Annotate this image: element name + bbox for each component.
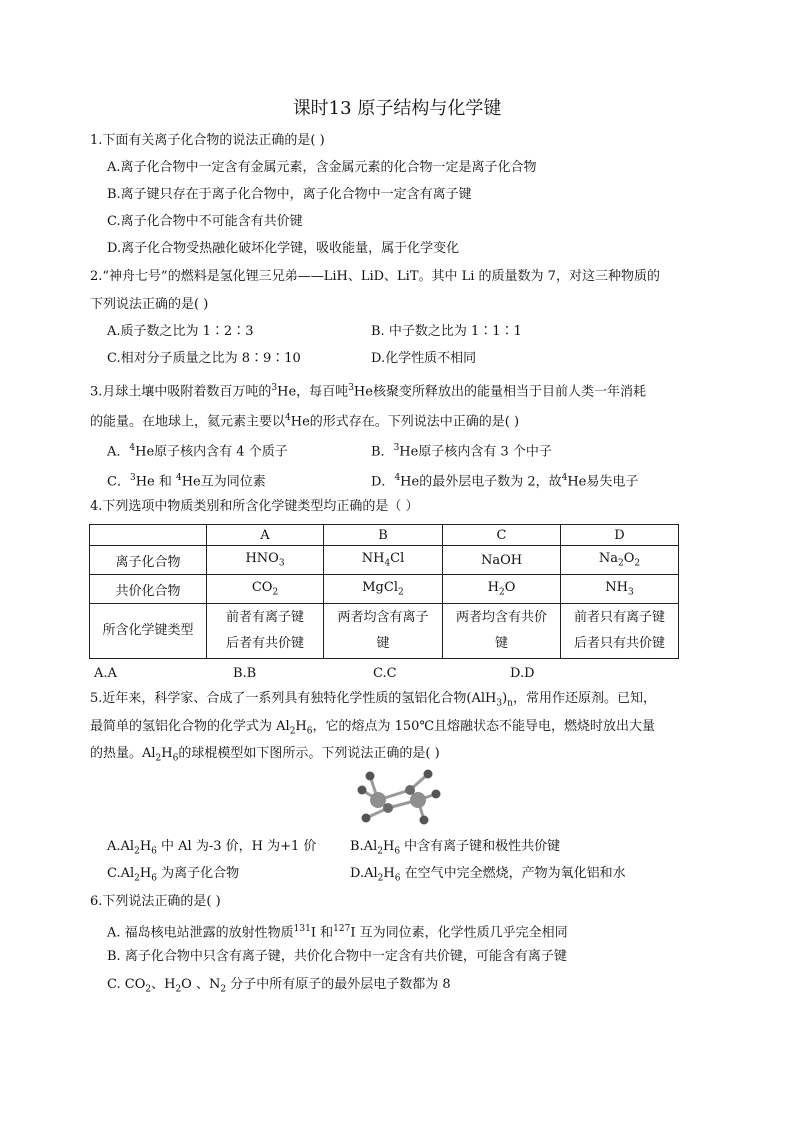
table-row — [90, 575, 679, 604]
table-cell: $NH_3$ — [561, 575, 679, 604]
table-cell: 前者只有离子键 后者只有共价键 — [561, 604, 679, 659]
aluminium-atom — [410, 792, 426, 808]
q4-answer-b: B.B — [233, 666, 257, 681]
q4-answer-d: D.D — [510, 666, 535, 681]
q3-option-b: B．$^3$He原子核内含有 3 个中子 — [371, 443, 552, 460]
q2-option-b: B. 中子数之比为 1∶1∶1 — [371, 324, 522, 339]
q1-option-b: B.离子键只存在于离子化合物中，离子化合物中一定含有离子键 — [107, 187, 472, 202]
table-cell: 前者有离子键 后者有共价键 — [207, 604, 324, 659]
table-cell — [90, 525, 207, 546]
aluminium-atom — [370, 792, 386, 808]
hydrogen-atom — [362, 814, 371, 823]
hydrogen-atom — [424, 770, 433, 779]
hydrogen-atom — [358, 786, 367, 795]
q5-option-b: $B.Al_2H_6$ 中含有离子键和极性共价键 — [350, 839, 561, 857]
hydrogen-atom — [405, 785, 415, 795]
table-cell: NaOH — [443, 546, 561, 575]
q5-option-d: $D.Al_2H_6$ 在空气中完全燃烧，产物为氧化铝和水 — [350, 866, 626, 884]
table-cell: $Na_2O_2$ — [561, 546, 679, 575]
q2-option-d: D.化学性质不相同 — [371, 351, 477, 366]
q2-stem-line1: 2.“神舟七号”的燃料是氢化锂三兄弟——LiH、LiD、LiT。其中 Li 的质量数为 7，对这三种物质的 — [90, 269, 660, 284]
q2-option-a: A.质子数之比为 1∶2∶3 — [107, 324, 254, 339]
hydrogen-atom — [383, 803, 393, 813]
table-cell: C — [443, 525, 561, 546]
table-cell: MgCl$_2$ — [324, 575, 443, 604]
table-row-label: 所含化学键类型 — [90, 604, 207, 659]
q5-stem-line3: 的热量。$Al_2H_6$的球棍模型如下图所示。下列说法正确的是( ) — [90, 746, 440, 764]
q6-option-b: B. 离子化合物中只含有离子键，共价化合物中一定含有共价键，可能含有离子键 — [107, 949, 567, 964]
q2-option-c: C.相对分子质量之比为 8∶9∶10 — [107, 351, 301, 366]
q6-option-a: A. 福岛核电站泄露的放射性物质$^{131}$I 和$^{127}$I 互为同位素，化学性质几乎完全相同 — [107, 924, 568, 941]
q4-answer-a: A.A — [94, 666, 117, 681]
q3-option-d: D．$^4$He的最外层电子数为 2，故$^4$He易失电子 — [371, 473, 639, 490]
table-row-label: 共价化合物 — [90, 575, 207, 604]
q5-stem-line2: 最简单的氢铝化合物的化学式为 $Al_2H_6$，它的熔点为 150℃且熔融状态不能导电，燃烧时放出大量 — [90, 719, 655, 737]
q4-table — [89, 524, 679, 659]
table-cell: 两者均含有共价 键 — [443, 604, 561, 659]
table-row — [90, 604, 679, 659]
q3-stem-line1: 3.月球土壤中吸附着数百万吨的$^3$He，每百吨$^3$He核聚变所释放出的能量相当于目前人类一年消耗 — [90, 383, 646, 400]
q6-stem: 6.下列说法正确的是( ) — [90, 894, 221, 909]
ball-and-stick-model — [352, 768, 444, 828]
table-cell: 两者均含有离子 键 — [324, 604, 443, 659]
q1-option-c: C.离子化合物中不可能含有共价键 — [107, 214, 303, 229]
table-cell: $H_2O$ — [443, 575, 561, 604]
table-row — [90, 546, 679, 575]
table-row — [90, 525, 679, 546]
table-cell: $NH_4Cl$ — [324, 546, 443, 575]
table-cell: B — [324, 525, 443, 546]
table-cell: A — [207, 525, 324, 546]
q2-stem-line2: 下列说法正确的是( ) — [90, 297, 209, 312]
table-cell: $HNO_3$ — [207, 546, 324, 575]
q4-answer-c: C.C — [373, 666, 397, 681]
q6-option-c: C. $CO_2$、$H_2O$ 、$N_2$ 分子中所有原子的最外层电子数都为 8 — [107, 977, 451, 995]
page-title: 课时13 原子结构与化学键 — [292, 98, 502, 119]
q3-stem-line2: 的能量。在地球上，氦元素主要以$^4$He的形式存在。下列说法中正确的是( ) — [90, 413, 520, 430]
q5-option-a: $A.Al_2H_6$ 中 Al 为-3 价，H 为+1 价 — [107, 839, 317, 857]
q1-stem: 1.下面有关离子化合物的说法正确的是( ) — [90, 133, 325, 148]
q1-option-a: A.离子化合物中一定含有金属元素，含金属元素的化合物一定是离子化合物 — [107, 160, 537, 175]
q3-option-c: C．$^3$He 和 $^4$He互为同位素 — [107, 473, 266, 490]
hydrogen-atom — [432, 790, 441, 799]
q5-option-c: $C.Al_2H_6$ 为离子化合物 — [107, 866, 240, 884]
table-cell: $CO_2$ — [207, 575, 324, 604]
q5-stem-line1: 5.近年来，科学家、合成了一系列具有独特化学性质的氢铝化合物$(AlH_3)_n$，常用作还原剂。已知， — [90, 691, 656, 709]
q3-option-a: A．$^4$He原子核内含有 4 个质子 — [107, 443, 288, 460]
q1-option-d: D.离子化合物受热融化破坏化学键，吸收能量，属于化学变化 — [107, 241, 460, 256]
hydrogen-atom — [420, 816, 429, 825]
table-cell: D — [561, 525, 679, 546]
q4-stem: 4.下列选项中物质类别和所含化学键类型均正确的是（ ） — [90, 499, 419, 514]
table-row-label: 离子化合物 — [90, 546, 207, 575]
hydrogen-atom — [366, 772, 375, 781]
